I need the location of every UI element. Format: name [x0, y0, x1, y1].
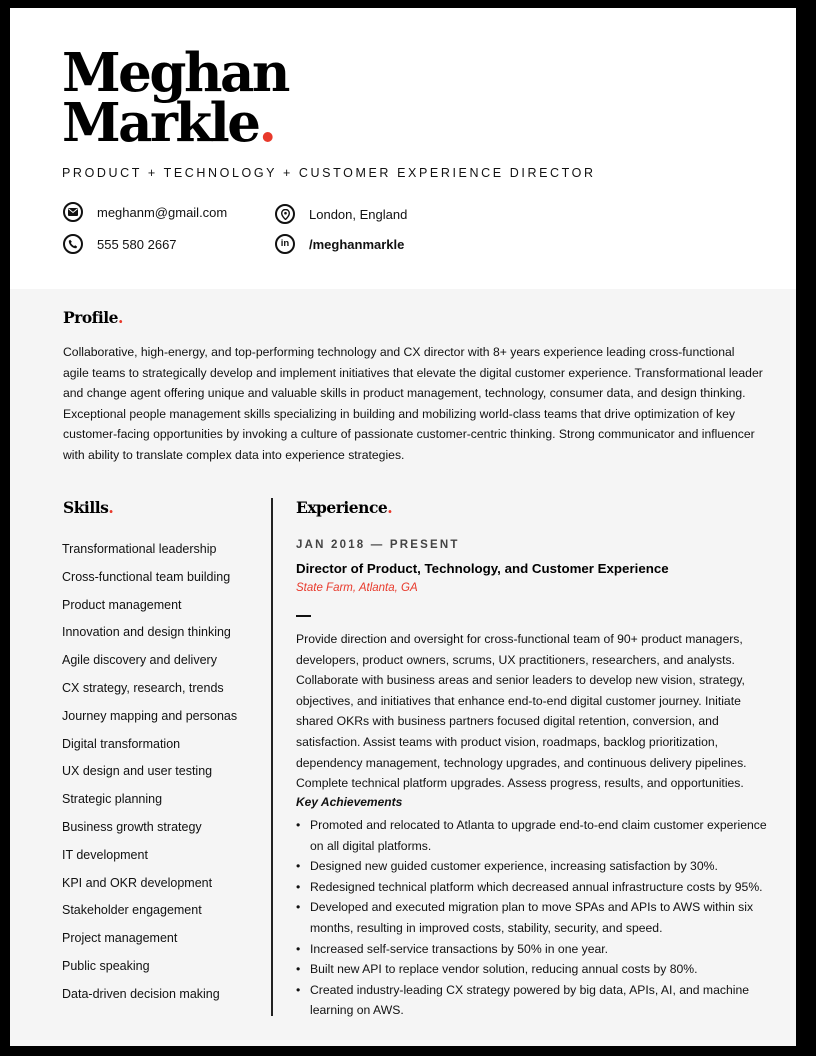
location-text: London, England: [309, 206, 408, 222]
skill-item: Strategic planning: [62, 792, 163, 807]
skill-item: Business growth strategy: [62, 819, 202, 834]
skill-item: Project management: [62, 931, 178, 946]
achievements-list: [296, 815, 776, 1021]
skill-item: Cross-functional team building: [62, 569, 231, 584]
achievement-item: • Developed and executed migration plan to move SPAs and APIs to AWS within six months, resulting in improved costs, stability, security, and speed.: [296, 900, 754, 935]
column-divider: [271, 498, 273, 1016]
achievement-item: • Redesigned technical platform which decreased annual infrastructure costs by 95%.: [296, 879, 763, 894]
last-name: Markle: [62, 92, 259, 154]
skill-item: Digital transformation: [62, 736, 181, 751]
achievement-item: • Increased self-service transactions by 50% in one year.: [296, 941, 609, 956]
skill-item: Transformational leadership: [62, 542, 217, 556]
achievement-item: • Built new API to replace vendor solution, reducing annual costs by 80%.: [296, 962, 698, 977]
job-date-range: JAN 2018 — PRESENT: [296, 539, 460, 551]
profile-heading: Profile.: [63, 308, 123, 327]
location-pin-icon: [275, 204, 295, 224]
skills-heading: Skills.: [63, 498, 114, 517]
achievement-item: • Promoted and relocated to Atlanta to upgrade end-to-end claim customer experience on all digital platforms.: [296, 818, 767, 853]
resume-page: [10, 8, 796, 1046]
contact-phone: [63, 234, 177, 254]
achievement-item: • Created industry-leading CX strategy powered by big data, APIs, AI, and machine learning on AWS.: [296, 982, 749, 1018]
skills-list: [62, 539, 237, 1012]
experience-heading: Experience.: [296, 498, 393, 517]
job-separator-dash: [296, 615, 311, 617]
linkedin-icon: in: [275, 234, 295, 254]
resume-header: [10, 8, 796, 289]
skill-item: Journey mapping and personas: [62, 708, 238, 723]
key-achievements-heading: Key Achievements: [296, 795, 403, 809]
first-name: Meghan: [62, 42, 288, 104]
linkedin-text[interactable]: /meghanmarkle: [309, 236, 405, 252]
skill-item: IT development: [62, 847, 148, 862]
skill-item: UX design and user testing: [62, 764, 213, 779]
skill-item: Public speaking: [62, 958, 150, 973]
email-text[interactable]: meghanm@gmail.com: [97, 204, 228, 220]
achievement-item: • Designed new guided customer experience, increasing satisfaction by 30%.: [296, 859, 718, 874]
job-role: Director of Product, Technology, and Customer Experience: [296, 561, 669, 576]
profile-text: Collaborative, high-energy, and top-performing technology and CX director with 8+ years experience leading cross-functional agile teams to strategically develop and implement initiatives that elevate the digital customer experience. Transformational leader and change agent offering unique and valuable skills in product management, technology, consumer data, and design thinking. Exceptional people management skills specializing in building and mobilizing world-class teams that drive optimization of key customer-facing opportunities by invoking a culture of passionate customer-centric thinking. Strong communicator and influencer with ability to translate complex data into experience strategies.: [63, 345, 763, 462]
skill-item: Agile discovery and delivery: [62, 653, 217, 668]
contact-location: [275, 204, 407, 224]
skill-item: CX strategy, research, trends: [62, 680, 224, 695]
skill-item: Stakeholder engagement: [62, 903, 202, 918]
skill-item: Innovation and design thinking: [62, 625, 231, 640]
job-company: State Farm, Atlanta, GA: [296, 582, 418, 594]
contact-email: [63, 202, 227, 222]
candidate-name: [62, 42, 288, 154]
contact-linkedin: [275, 234, 404, 254]
skill-item: KPI and OKR development: [62, 875, 213, 890]
job-title: PRODUCT + TECHNOLOGY + CUSTOMER EXPERIENCE DIRECTOR: [62, 166, 596, 180]
skill-item: Data-driven decision making: [62, 986, 220, 1001]
phone-text[interactable]: 555 580 2667: [97, 236, 177, 252]
email-icon: [63, 202, 83, 222]
phone-icon: [63, 234, 83, 254]
name-accent-dot: .: [258, 92, 275, 154]
job-description: Provide direction and oversight for cross-functional team of 90+ product managers, developers, product owners, scrums, UX practitioners, researchers, and analysts. Collaborate with business areas and senior leaders to develop new vision, strategy, objectives, and initiatives that enhance end-to-end digital customer journey. Initiate shared OKRs with business partners focused digital retention, conversion, and satisfaction. Assist teams with product vision, roadmaps, backlog prioritization, dependency management, technology upgrades, and continuous delivery pipelines. Complete technical platform upgrades. Assess progress, results, and opportunities.: [296, 632, 747, 791]
skill-item: Product management: [62, 597, 182, 612]
